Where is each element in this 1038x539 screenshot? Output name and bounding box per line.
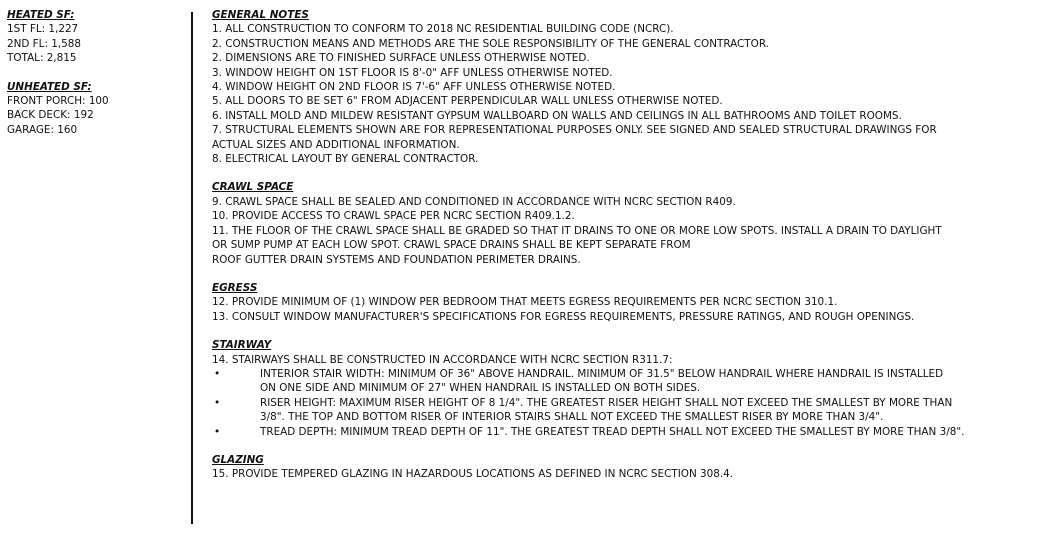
note-line: 15. PROVIDE TEMPERED GLAZING IN HAZARDOUS LOCATIONS AS DEFINED IN NCRC SECTION 308.4. <box>212 468 734 481</box>
note-line: 2. DIMENSIONS ARE TO FINISHED SURFACE UNLESS OTHERWISE NOTED. <box>212 52 590 65</box>
note-line: OR SUMP PUMP AT EACH LOW SPOT. CRAWL SPACE DRAINS SHALL BE KEPT SEPARATE FROM <box>212 239 691 252</box>
unheated-sf-garage: GARAGE: 160 <box>7 123 78 136</box>
bullet-item <box>212 425 1027 439</box>
heated-sf-first-floor: 1ST FL: 1,227 <box>7 23 79 36</box>
bullet-icon: • <box>214 367 221 380</box>
area-summary <box>7 8 177 137</box>
note-line: ROOF GUTTER DRAIN SYSTEMS AND FOUNDATION PERIMETER DRAINS. <box>212 253 581 266</box>
bullet-icon: • <box>214 396 221 409</box>
egress-section <box>212 281 1027 324</box>
bullet-item <box>212 396 1027 425</box>
stairway-heading: STAIRWAY <box>212 339 272 352</box>
egress-heading: EGRESS <box>212 281 258 294</box>
bullet-line: ON ONE SIDE AND MINIMUM OF 27" WHEN HANDRAIL IS INSTALLED ON BOTH SIDES. <box>260 382 701 395</box>
bullet-line: TREAD DEPTH: MINIMUM TREAD DEPTH OF 11". THE GREATEST TREAD DEPTH SHALL NOT EXCEED THE SMALLEST BY MORE THAN 3/8". <box>260 425 965 438</box>
stairway-section <box>212 338 1027 439</box>
note-line: 9. CRAWL SPACE SHALL BE SEALED AND CONDITIONED IN ACCORDANCE WITH NCRC SECTION R409. <box>212 195 736 208</box>
general-notes-heading: GENERAL NOTES <box>212 9 309 21</box>
heated-sf-heading: HEATED SF: <box>7 9 75 21</box>
crawl-space-heading: CRAWL SPACE <box>212 181 294 194</box>
heated-sf-block <box>7 8 177 66</box>
note-line: 8. ELECTRICAL LAYOUT BY GENERAL CONTRACTOR. <box>212 153 479 166</box>
unheated-sf-back-deck: BACK DECK: 192 <box>7 109 94 122</box>
note-line: 2. CONSTRUCTION MEANS AND METHODS ARE THE SOLE RESPONSIBILITY OF THE GENERAL CONTRACTOR. <box>212 37 769 50</box>
note-line: 12. PROVIDE MINIMUM OF (1) WINDOW PER BEDROOM THAT MEETS EGRESS REQUIREMENTS PER NCRC SECTION 310.1. <box>212 296 838 309</box>
note-line: 7. STRUCTURAL ELEMENTS SHOWN ARE FOR REPRESENTATIONAL PURPOSES ONLY. SEE SIGNED AND SEALED STRUCTURAL DRAWINGS FOR <box>212 124 937 137</box>
heated-sf-total: TOTAL: 2,815 <box>7 52 77 65</box>
note-line: 1. ALL CONSTRUCTION TO CONFORM TO 2018 NC RESIDENTIAL BUILDING CODE (NCRC). <box>212 23 674 36</box>
vertical-divider <box>191 12 193 524</box>
unheated-sf-front-porch: FRONT PORCH: 100 <box>7 95 109 108</box>
note-line: 11. THE FLOOR OF THE CRAWL SPACE SHALL BE GRADED SO THAT IT DRAINS TO ONE OR MORE LOW SPOTS. INSTALL A DRAIN TO DAYLIGHT <box>212 224 942 237</box>
notes-panel <box>212 8 1027 482</box>
unheated-sf-block <box>7 80 177 138</box>
crawl-space-section <box>212 180 1027 266</box>
note-line: 10. PROVIDE ACCESS TO CRAWL SPACE PER NCRC SECTION R409.1.2. <box>212 210 575 223</box>
glazing-section <box>212 453 1027 482</box>
note-line: 4. WINDOW HEIGHT ON 2ND FLOOR IS 7'-6" AFF UNLESS OTHERWISE NOTED. <box>212 81 616 94</box>
note-line: ACTUAL SIZES AND ADDITIONAL INFORMATION. <box>212 138 460 151</box>
note-line: 13. CONSULT WINDOW MANUFACTURER'S SPECIFICATIONS FOR EGRESS REQUIREMENTS, PRESSURE RATINGS, AND ROUGH OPENINGS. <box>212 310 915 323</box>
note-line: 3. WINDOW HEIGHT ON 1ST FLOOR IS 8'-0" AFF UNLESS OTHERWISE NOTED. <box>212 66 613 79</box>
bullet-line: RISER HEIGHT: MAXIMUM RISER HEIGHT OF 8 1/4". THE GREATEST RISER HEIGHT SHALL NOT EXCEED THE SMALLEST BY MORE THAN <box>260 396 953 409</box>
bullet-item <box>212 367 1027 396</box>
bullet-icon: • <box>214 425 221 438</box>
bullet-line: 3/8". THE TOP AND BOTTOM RISER OF INTERIOR STAIRS SHALL NOT EXCEED THE SMALLEST RISER BY MORE THAN 3/4". <box>260 411 884 424</box>
note-line: 5. ALL DOORS TO BE SET 6" FROM ADJACENT PERPENDICULAR WALL UNLESS OTHERWISE NOTED. <box>212 95 723 108</box>
heated-sf-second-floor: 2ND FL: 1,588 <box>7 37 82 50</box>
bullet-line: INTERIOR STAIR WIDTH: MINIMUM OF 36" ABOVE HANDRAIL. MINIMUM OF 31.5" BELOW HANDRAIL WHERE HANDRAIL IS INSTALLED <box>260 367 944 380</box>
general-notes-section <box>212 8 1027 166</box>
stairway-intro: 14. STAIRWAYS SHALL BE CONSTRUCTED IN ACCORDANCE WITH NCRC SECTION R311.7: <box>212 353 673 366</box>
unheated-sf-heading: UNHEATED SF: <box>7 80 92 93</box>
note-line: 6. INSTALL MOLD AND MILDEW RESISTANT GYPSUM WALLBOARD ON WALLS AND CEILINGS IN ALL BATHROOMS AND TOILET ROOMS. <box>212 109 902 122</box>
glazing-heading: GLAZING <box>212 453 264 466</box>
